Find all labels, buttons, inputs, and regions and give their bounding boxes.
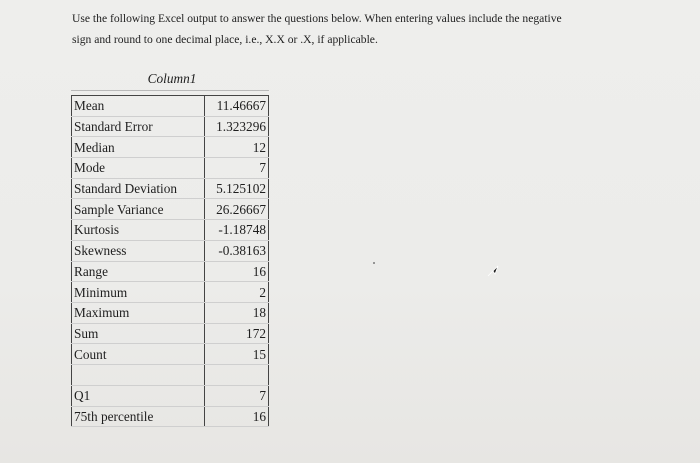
column-header xyxy=(71,68,269,91)
row-value-mode: 7 xyxy=(205,158,269,179)
row-value-q1: 7 xyxy=(205,385,269,406)
row-label-standard-deviation: Standard Deviation xyxy=(72,178,205,199)
row-label-sample-variance: Sample Variance xyxy=(72,199,205,220)
mouse-pointer-icon xyxy=(486,264,500,278)
instructions-line-1: Use the following Excel output to answer the questions below. When entering values include the negative xyxy=(72,12,562,25)
row-label-75th-percentile: 75th percentile xyxy=(72,406,205,427)
row-value-standard-deviation: 5.125102 xyxy=(205,178,269,199)
row-label-kurtosis: Kurtosis xyxy=(72,220,205,241)
table-row xyxy=(72,220,269,241)
row-value-maximum: 18 xyxy=(205,302,269,323)
table-row xyxy=(72,137,269,158)
row-value-sum: 172 xyxy=(205,323,269,344)
row-label-sum: Sum xyxy=(72,323,205,344)
row-label-range: Range xyxy=(72,261,205,282)
row-value-range: 16 xyxy=(205,261,269,282)
stats-table xyxy=(71,95,269,427)
speck-mark xyxy=(373,262,375,264)
table-row xyxy=(72,158,269,179)
table-row xyxy=(72,344,269,365)
row-value-minimum: 2 xyxy=(205,282,269,303)
column-header-label: Column1 xyxy=(147,71,197,86)
table-row xyxy=(72,199,269,220)
row-label-standard-error: Standard Error xyxy=(72,116,205,137)
row-label-maximum: Maximum xyxy=(72,302,205,323)
row-value-count: 15 xyxy=(205,344,269,365)
table-row xyxy=(72,282,269,303)
row-value-mean: 11.46667 xyxy=(205,96,269,117)
table-row xyxy=(72,323,269,344)
row-label-mean: Mean xyxy=(72,96,205,117)
table-row xyxy=(72,178,269,199)
empty-cell xyxy=(205,364,269,385)
row-value-sample-variance: 26.26667 xyxy=(205,199,269,220)
table-row-empty xyxy=(72,364,269,385)
row-label-mode: Mode xyxy=(72,158,205,179)
table-row xyxy=(72,385,269,406)
instructions-text xyxy=(72,8,632,50)
row-value-75th-percentile: 16 xyxy=(205,406,269,427)
table-row xyxy=(72,302,269,323)
table-row xyxy=(72,240,269,261)
empty-cell xyxy=(72,364,205,385)
row-value-standard-error: 1.323296 xyxy=(205,116,269,137)
row-label-minimum: Minimum xyxy=(72,282,205,303)
table-row xyxy=(72,406,269,427)
row-value-median: 12 xyxy=(205,137,269,158)
row-label-median: Median xyxy=(72,137,205,158)
table-row xyxy=(72,116,269,137)
excel-output-table xyxy=(71,68,269,427)
row-label-q1: Q1 xyxy=(72,385,205,406)
row-label-count: Count xyxy=(72,344,205,365)
row-value-skewness: -0.38163 xyxy=(205,240,269,261)
row-label-skewness: Skewness xyxy=(72,240,205,261)
table-row xyxy=(72,261,269,282)
table-row xyxy=(72,96,269,117)
row-value-kurtosis: -1.18748 xyxy=(205,220,269,241)
instructions-line-2: sign and round to one decimal place, i.e., X.X or .X, if applicable. xyxy=(72,33,378,46)
